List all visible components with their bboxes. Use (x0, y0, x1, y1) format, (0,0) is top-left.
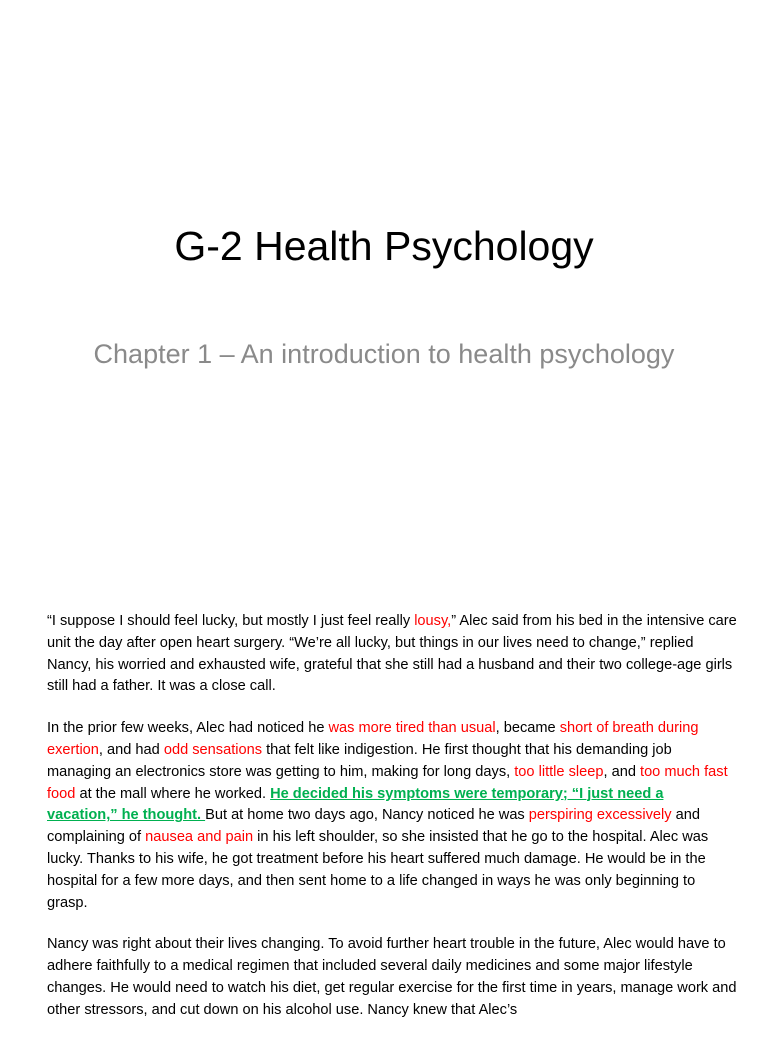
paragraph-1 (47, 611, 737, 698)
paragraph-3 (47, 934, 737, 1021)
highlight-red: odd sensations (163, 741, 263, 758)
highlight-green: He decided his symptoms were temporary; “I just need a vacation,” he thought. (47, 785, 664, 824)
highlight-red: too little sleep (514, 763, 604, 780)
body-text (47, 611, 737, 1042)
text-run: But at home two days ago, Nancy noticed he was (205, 807, 529, 824)
text-run: In the prior few weeks, Alec had noticed he (47, 720, 329, 737)
text-run: and complaining of (47, 807, 700, 846)
text-run: ” Alec said from his bed in the intensive care unit the day after open heart surgery. “We’re all lucky, but things in our lives need to change,” replied Nancy, his worried and exhausted wife, grateful that she still had a husband and their two college-age girls still had a father. It was a close call. (47, 613, 737, 695)
text-run: , and had (98, 741, 164, 758)
text-run: , and (603, 763, 641, 780)
text-run: that felt like indigestion. He first thought that his demanding job managing an electronics store was getting to him, making for long days, (47, 741, 672, 780)
slide-title: G-2 Health Psychology (174, 223, 594, 269)
highlight-red: was more tired than usual (328, 720, 496, 737)
highlight-red: perspiring excessively (528, 807, 672, 824)
highlight-red: lousy, (414, 613, 452, 629)
text-run: “I suppose I should feel lucky, but mostly I just feel really (47, 613, 415, 629)
text-run: Nancy was right about their lives changing. To avoid further heart trouble in the future, Alec would have to adhere faithfully to a medical regimen that included several daily medicines and some major lifestyle changes. He would need to watch his diet, get regular exercise for the first time in years, manage work and other stressors, and cut down on his alcohol use. Nancy knew that Alec’s (47, 936, 737, 1018)
text-run: in his left shoulder, so she insisted that he go to the hospital. Alec was lucky. Thanks to his wife, he got treatment before his heart suffered much damage. He would be in the hospital for a few more days, and then sent home to a life changed in ways he was only beginning to grasp. (47, 829, 709, 911)
text-run: at the mall where he worked. (75, 785, 271, 802)
highlight-red: short of breath during exertion (47, 720, 699, 758)
slide-subtitle: Chapter 1 – An introduction to health psychology (93, 339, 675, 369)
highlight-red: nausea and pain (145, 829, 254, 846)
text-run: , became (495, 720, 560, 737)
highlight-red: too much fast food (47, 763, 728, 802)
paragraph-2 (47, 718, 737, 914)
